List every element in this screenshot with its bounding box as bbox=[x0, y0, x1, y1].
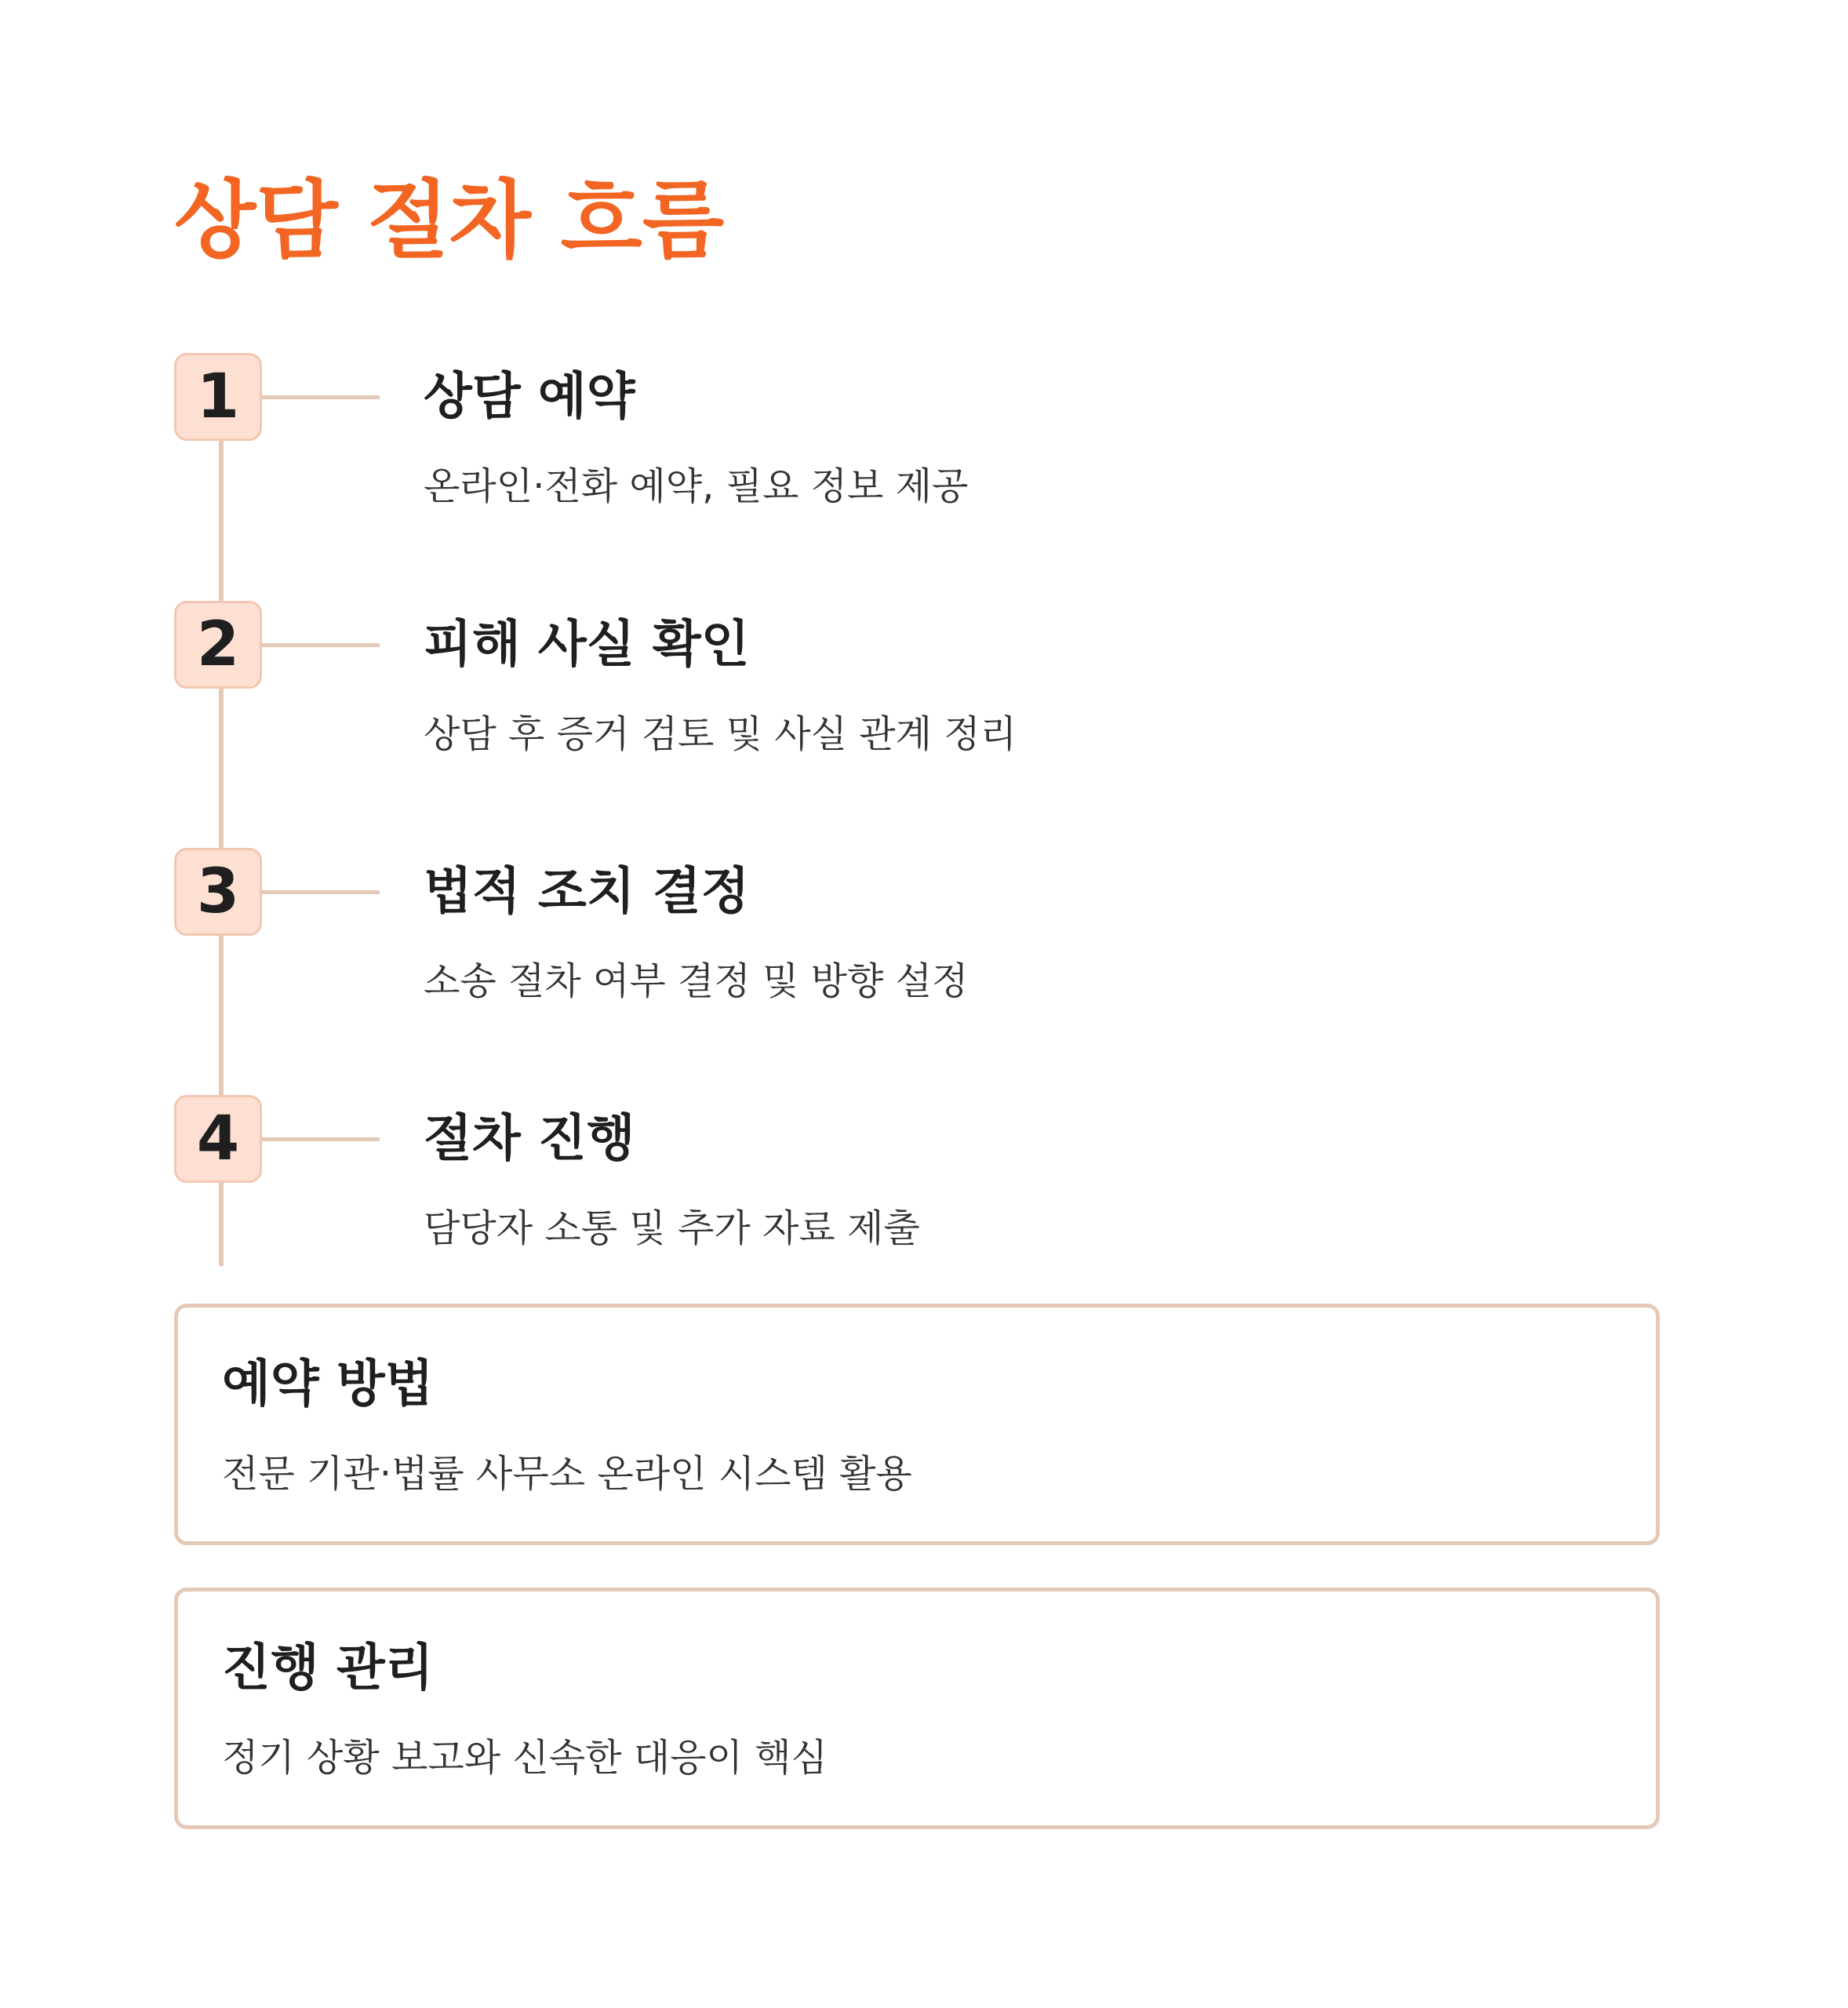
step-title: 피해 사실 확인 bbox=[424, 616, 750, 674]
page-title: 상담 절차 흐름 bbox=[174, 172, 725, 270]
step-connector-line bbox=[262, 643, 380, 647]
step-description: 온라인·전화 예약, 필요 정보 제공 bbox=[424, 464, 969, 508]
step-number-badge: 3 bbox=[174, 848, 262, 936]
info-card-progress bbox=[174, 1588, 1660, 1829]
step-number-badge: 2 bbox=[174, 601, 262, 689]
step-title: 절차 진행 bbox=[424, 1110, 635, 1168]
step-description: 소송 절차 여부 결정 및 방향 설정 bbox=[424, 959, 969, 1003]
step-item bbox=[0, 1095, 1848, 1299]
step-number-badge: 1 bbox=[174, 353, 262, 441]
step-item bbox=[0, 601, 1848, 805]
card-title: 예약 방법 bbox=[222, 1355, 434, 1413]
card-description: 정기 상황 보고와 신속한 대응이 핵심 bbox=[222, 1736, 828, 1780]
step-connector-line bbox=[262, 395, 380, 399]
step-title: 법적 조치 결정 bbox=[424, 863, 750, 921]
step-item bbox=[0, 353, 1848, 557]
card-title: 진행 관리 bbox=[222, 1639, 434, 1697]
step-connector-line bbox=[262, 1137, 380, 1141]
card-description: 전문 기관·법률 사무소 온라인 시스템 활용 bbox=[222, 1452, 912, 1496]
info-card-reservation bbox=[174, 1304, 1660, 1545]
step-number-badge: 4 bbox=[174, 1095, 262, 1183]
step-description: 상담 후 증거 검토 및 사실 관계 정리 bbox=[424, 712, 1017, 756]
step-title: 상담 예약 bbox=[424, 368, 635, 426]
step-description: 담당자 소통 및 추가 자료 제출 bbox=[424, 1206, 920, 1250]
step-connector-line bbox=[262, 890, 380, 894]
step-item bbox=[0, 848, 1848, 1052]
